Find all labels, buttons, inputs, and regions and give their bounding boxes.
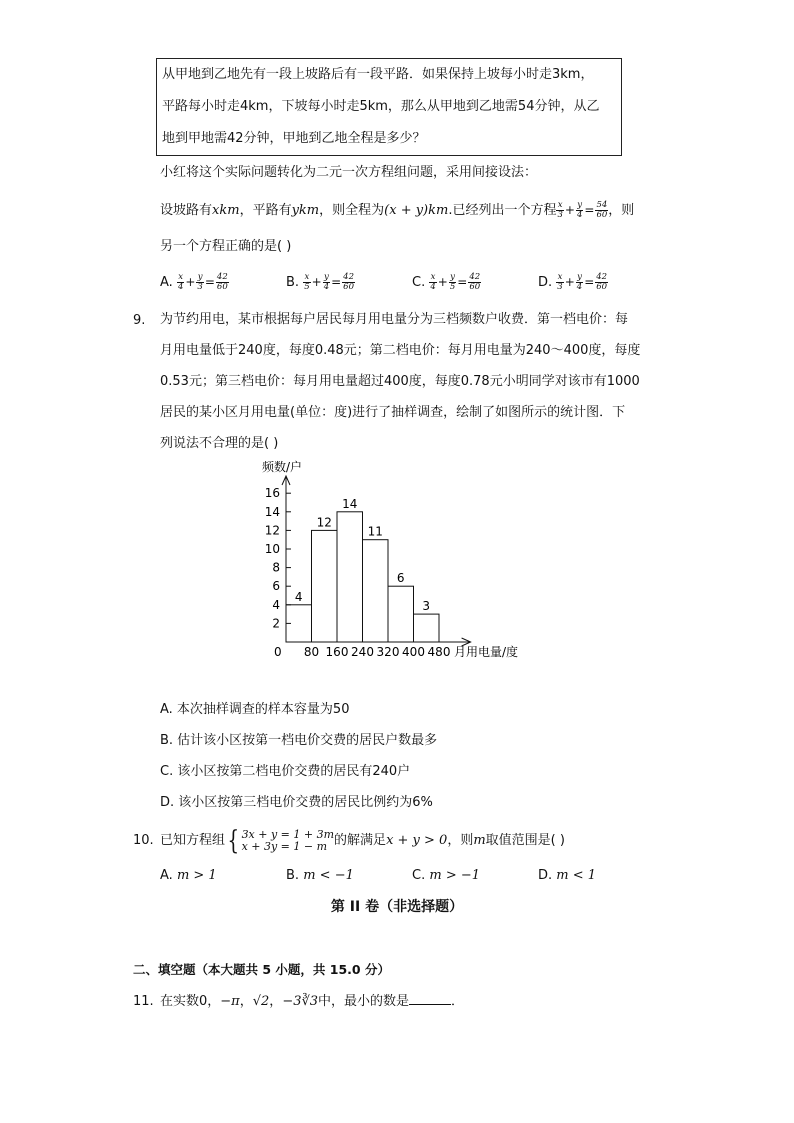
q9-line-4: 居民的某小区月用电量(单位：度)进行了抽样调查，绘制了如图所示的统计图．下 (160, 405, 626, 420)
eq-given-frac-y: $\frac{y}{4}$ (576, 200, 583, 220)
y-tick-label: 16 (264, 486, 280, 501)
x-tick-label: 400 (402, 645, 425, 659)
bar-value-label: 6 (396, 571, 405, 586)
y-axis-label: 频数/户 (262, 460, 303, 474)
problem-line-3: 地到甲地需42分钟，甲地到乙地全程是多少？ (162, 131, 426, 146)
q8-option-a[interactable]: A. $\frac{x}{4}$ + $\frac{y}{3}$ = $\frac{42}{60}$ (160, 272, 228, 292)
bar-value-label: 14 (342, 496, 358, 511)
q11-stem: 在实数0，−π，√2，−3∛3中，最小的数是 ． (160, 994, 465, 1009)
bar-value-label: 4 (294, 589, 303, 604)
q8-text-1: 小红将这个实际问题转化为二元一次方程组问题，采用间接设法： (160, 165, 538, 180)
q10-option-a[interactable]: A. m > 1 (160, 868, 217, 883)
histogram-bar (414, 614, 440, 642)
y-tick-label: 2 (272, 616, 280, 631)
eq-given-frac-r: $\frac{54}{60}$ (596, 200, 608, 220)
q8-text-2: 设坡路有xkm，平路有ykm，则全程为(x + y)km.已经列出一个方程 $\frac{x}{3}$ + $\frac{y}{4}$ = $\frac{54}{60}$ ，则 (160, 200, 635, 220)
y-tick-label: 14 (264, 504, 280, 519)
q9-option-b[interactable]: B. 估计该小区按第一档电价交费的居民户数最多 (160, 733, 438, 748)
section-2-heading: 二、填空题（本大题共 5 小题，共 15.0 分） (133, 962, 390, 977)
q8-option-d[interactable]: D. $\frac{x}{3}$ + $\frac{y}{4}$ = $\frac{42}{60}$ (538, 272, 608, 292)
q10-option-d[interactable]: D. m < 1 (538, 868, 597, 883)
q8-option-c[interactable]: C. $\frac{x}{4}$ + $\frac{y}{5}$ = $\frac{42}{60}$ (412, 272, 481, 292)
q9-line-2: 月用电量低于240度，每度0.48元；第二档电价：每月用电量为240～400度，每度 (160, 343, 641, 358)
x-tick-label: 480 (427, 645, 451, 659)
q9-line-3: 0.53元；第三档电价：每月用电量超过400度，每度0.78元小明同学对该市有1000 (160, 374, 640, 389)
x-tick-label: 160 (325, 645, 349, 659)
q10-number: 10. (133, 833, 154, 848)
system-brace: { (227, 825, 240, 856)
bar-value-label: 12 (316, 515, 332, 530)
x-axis-label: 月用电量/度 (454, 645, 519, 659)
q9-line-1: 为节约用电，某市根据每户居民每月用电量分为三档频数户收费．第一档电价：每 (160, 312, 629, 327)
equation-system: 3x + y = 1 + 3m x + 3y = 1 − m (241, 827, 335, 853)
bar-value-label: 3 (422, 599, 431, 614)
histogram-bar (337, 512, 363, 642)
y-tick-label: 6 (272, 579, 280, 594)
q8-option-b[interactable]: B. $\frac{x}{5}$ + $\frac{y}{4}$ = $\frac{42}{60}$ (286, 272, 354, 292)
x-tick-label: 240 (351, 645, 374, 659)
y-tick-label: 10 (264, 542, 280, 556)
histogram-bar (312, 530, 338, 642)
q9-line-5: 列说法不合理的是( ) (160, 436, 279, 451)
q9-option-d[interactable]: D. 该小区按第三档电价交费的居民比例约为6% (160, 795, 433, 810)
q10-option-b[interactable]: B. m < −1 (286, 868, 354, 883)
q9-option-c[interactable]: C. 该小区按第二档电价交费的居民有240户 (160, 764, 411, 779)
eq-given-frac-x: $\frac{x}{3}$ (557, 200, 563, 220)
part-2-title: 第 II 卷（非选择题） (330, 899, 464, 915)
y-tick-label: 8 (272, 560, 280, 575)
q10-stem: 已知方程组{ 3x + y = 1 + 3m x + 3y = 1 − m 的解满足x + y > 0，则m取值范围是( ) (160, 825, 565, 856)
origin-label: 0 (274, 645, 282, 659)
x-tick-label: 80 (303, 645, 320, 659)
q9-option-a[interactable]: A. 本次抽样调查的样本容量为50 (160, 702, 350, 717)
histogram-bar (388, 586, 414, 642)
histogram-bar (363, 540, 389, 642)
q9-number: 9. (133, 313, 146, 328)
problem-line-1: 从甲地到乙地先有一段上坡路后有一段平路．如果保持上坡每小时走3km， (162, 67, 594, 82)
q8-text-3: 另一个方程正确的是( ) (160, 239, 292, 254)
y-tick-label: 4 (272, 597, 280, 612)
bar-value-label: 11 (367, 524, 383, 539)
q11-number: 11. (133, 994, 154, 1009)
usage-histogram (250, 455, 550, 670)
y-tick-label: 12 (264, 523, 280, 538)
problem-line-2: 平路每小时走4km，下坡每小时走5km，那么从甲地到乙地需54分钟，从乙 (162, 99, 600, 114)
q10-option-c[interactable]: C. m > −1 (412, 868, 481, 883)
answer-blank[interactable] (409, 992, 451, 1005)
x-tick-label: 320 (376, 645, 400, 659)
